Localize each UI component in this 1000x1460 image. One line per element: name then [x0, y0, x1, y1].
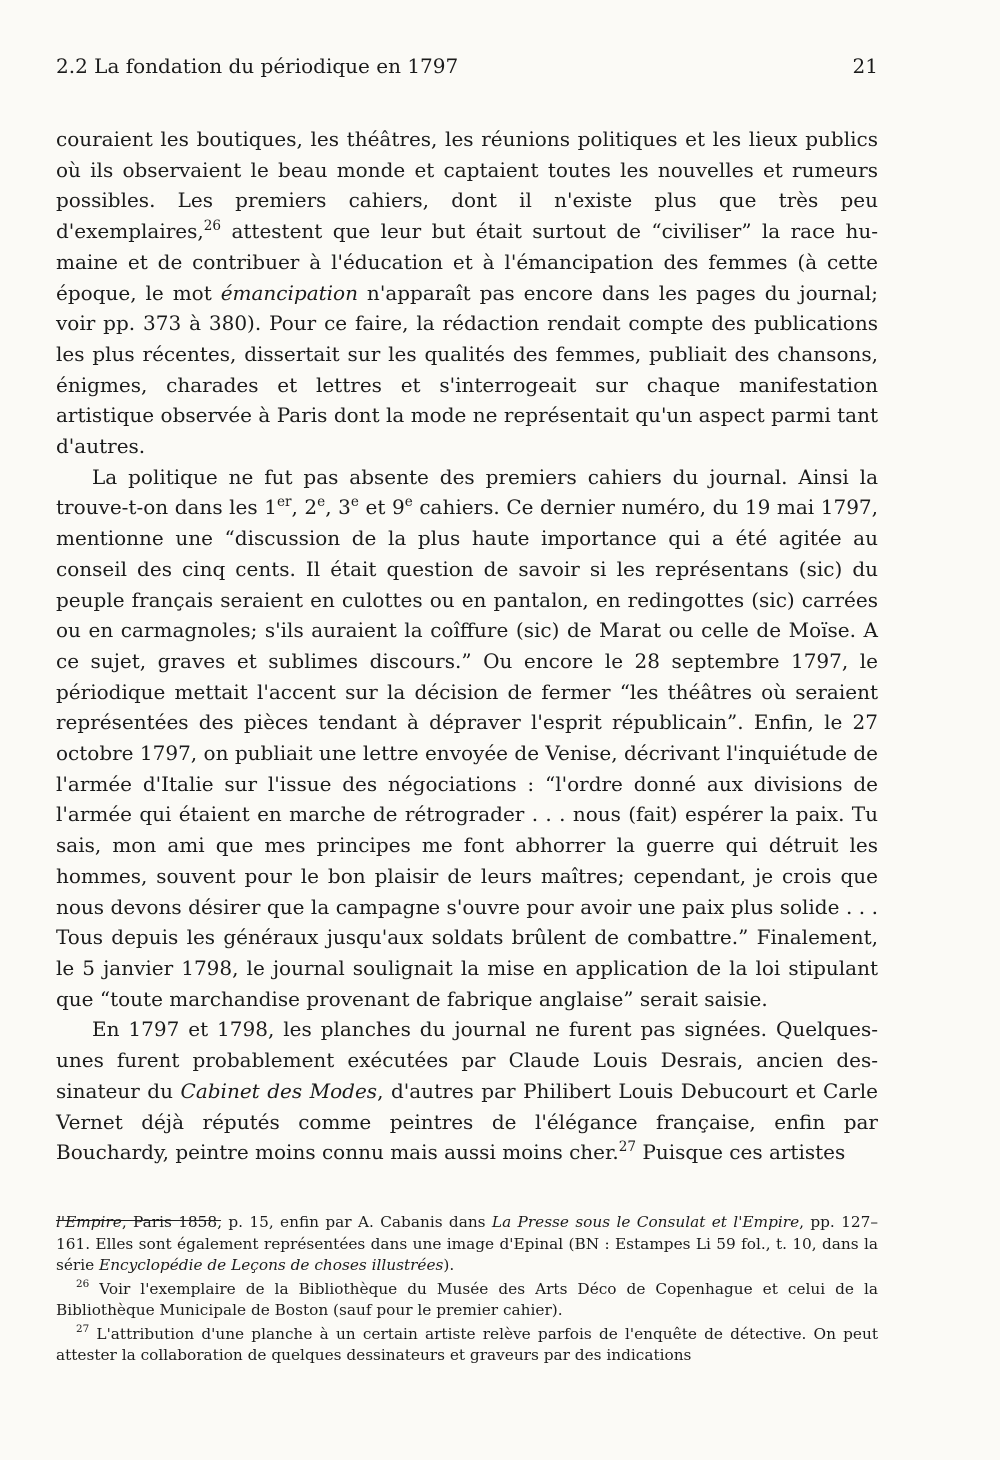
text-run: et 9 [358, 495, 405, 520]
page-number: 21 [852, 54, 878, 78]
text-run: , 2 [291, 495, 318, 520]
text-run: cahiers. Ce dernier numéro, du 19 mai 1797, mentionne une “discussion de la plus haute importance qui a été agitée au conseil des cinq cents. Il était question de savoir si les représentans (sic) du peuple français seraient en culottes ou en pantalon, en redingottes (sic) carrées ou en carmagnoles; s'ils auraient la coîffure (sic) de Marat ou celle de Moïse. A ce sujet, graves et sublimes discours.” Ou encore le 28 septembre 1797, le périodique mettait l'accent sur la décision de fermer “les théâtres où seraient représentées des pièces tendant à dépraver l'esprit républicain”. Enfin, le 27 octobre 1797, on publiait une lettre envoyée de Venise, décrivant l'inquiétude de l'armée d'Italie sur l'issue des négociations : “l'ordre donné aux divisions de l'armée qui étaient en marche de rétrograder . . . nous (fait) espérer la paix. Tu sais, mon ami que mes principes me font abhorrer la guerre qui détruit les hommes, souvent pour le bon plaisir de leurs maîtres; cependant, je crois que nous devons désirer que la campagne s'ouvre pour avoir une paix plus solide . . . Tous depuis les généraux jusqu'aux soldats brûlent de combattre.” Finalement, le 5 janvier 1798, le journal soulignait la mise en application de la loi stipulant que “toute marchandise provenant de fabrique anglaise” serait saisie. [56, 495, 878, 1011]
paragraph-2 [56, 462, 878, 1015]
emphasis: La Presse sous le Consulat et l'Empire [491, 1213, 800, 1231]
paragraph-3 [56, 1014, 878, 1168]
main-text [56, 124, 878, 1168]
ordinal-superscript: e [317, 494, 326, 511]
text-run: ). [443, 1256, 455, 1274]
text-run: , Paris 1858, p. 15, enfin par A. Cabanis dans [121, 1213, 492, 1231]
text-run: La politique ne fut pas absente des premiers cahiers du journal. Ainsi la trouve-t-on dans les 1 [56, 464, 878, 520]
footnote-number: 27 [76, 1322, 90, 1335]
text-run: , d'autres par Philibert Louis Debucourt et Carle Vernet déjà réputés comme peintres de l'élégance française, enfin par Bouchardy, peintre moins connu mais aussi moins cher. [56, 1078, 878, 1165]
section-title: 2.2 La fondation du périodique en 1797 [56, 54, 459, 78]
footnote-number: 26 [76, 1277, 90, 1290]
footnote-ref-27[interactable]: 27 [618, 1138, 637, 1155]
text-run: , pp. 127–161. Elles sont également représentées dans une image d'Epinal (BN : Estampes Li 59 fol., t. 10, dans la série [56, 1213, 879, 1274]
paragraph-1 [56, 124, 878, 462]
text-run: , 3 [325, 495, 351, 520]
text-run: n'apparaît pas encore dans les pages du journal; voir pp. 373 à 380). Pour ce faire, la rédaction rendait compte des publications les plus récentes, dissertait sur les qualités des femmes, publiait des chansons, énigmes, charades et lettres et s'interrogeait sur chaque manifestation artistique observée à Paris dont la mode ne représentait qu'un aspect parmi tant d'autres. [56, 280, 878, 459]
footnote-text: L'attribution d'une planche à un certain artiste relève parfois de l'enquête de détective. On peut attester la collaboration de quelques dessinateurs et graveurs par des indications [56, 1324, 878, 1364]
emphasis: l'Empire [56, 1213, 122, 1231]
text-run: En 1797 et 1798, les planches du journal ne furent pas signées. Quelquesunes furent probablement exécutées par Claude Louis Desrais, ancien dessinateur du [56, 1017, 878, 1103]
ordinal-superscript: e [350, 494, 359, 511]
footnote-ref-26[interactable]: 26 [203, 217, 222, 234]
text-run: Puisque ces artistes [636, 1140, 846, 1165]
ordinal-superscript: er [276, 494, 292, 511]
text-run: couraient les boutiques, les théâtres, les réunions politiques et les lieux publics où ils observaient le beau monde et captaient toutes les nouvelles et rumeurs possibles. Les premiers cahiers, dont il n'existe plus que très peu d'exemplaires, [56, 127, 878, 244]
emphasis: émancipation [220, 280, 358, 305]
footnote-26 [56, 1279, 878, 1322]
emphasis: Encyclopédie de Leçons de choses illustrées [99, 1256, 444, 1274]
footnotes [56, 1212, 878, 1369]
footnote-continuation [56, 1212, 878, 1277]
ordinal-superscript: e [404, 494, 413, 511]
running-header [56, 52, 878, 80]
footnote-27 [56, 1324, 878, 1367]
footnote-text: Voir l'exemplaire de la Bibliothèque du Musée des Arts Déco de Copenhague et celui de la Bibliothèque Municipale de Boston (sauf pour le premier cahier). [56, 1279, 878, 1319]
text-run: attestent que leur but était surtout de “civiliser” la race humaine et de contribuer à l'éducation et à l'émancipation des femmes (à cette époque, le mot [56, 219, 878, 305]
emphasis: Cabinet des Modes [180, 1078, 378, 1103]
